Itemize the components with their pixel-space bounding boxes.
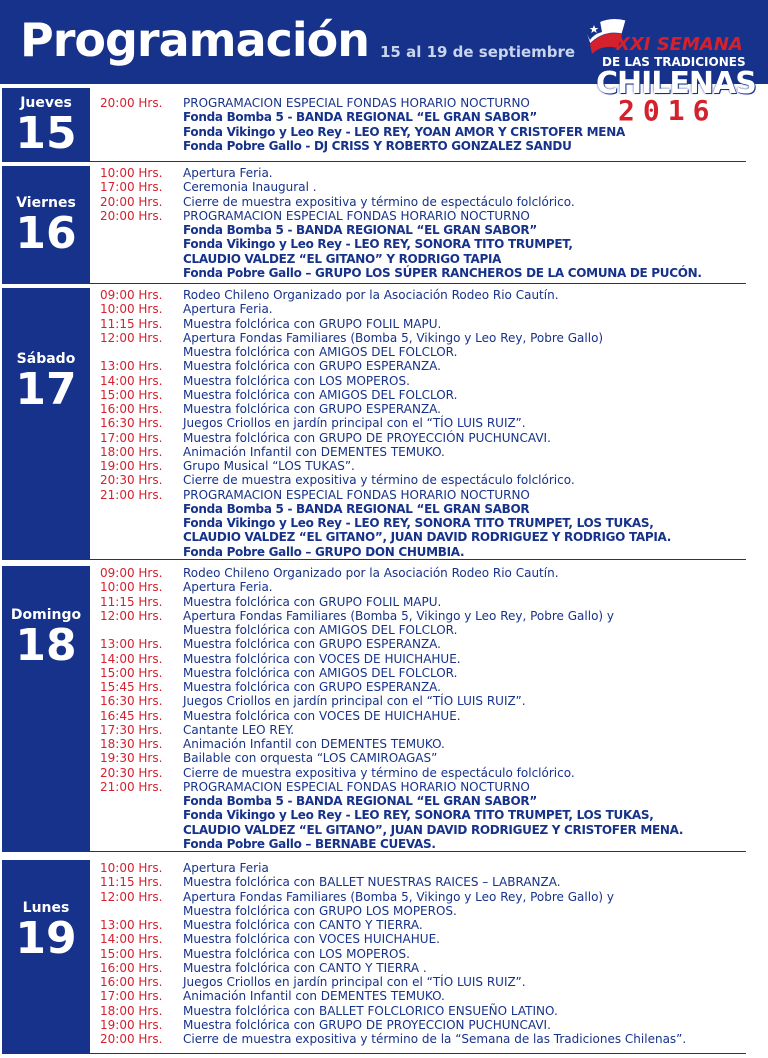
entry-description: Apertura Fondas Familiares (Bomba 5, Vikingo y Leo Rey, Pobre Gallo) y xyxy=(183,889,615,904)
schedule-entry xyxy=(100,223,760,237)
entry-description: Ceremonia Inaugural . xyxy=(183,180,317,195)
schedule-entry xyxy=(100,530,760,544)
day-block xyxy=(0,88,768,162)
entry-time: 09:00 Hrs. xyxy=(100,566,163,580)
schedule-entry xyxy=(100,947,760,961)
entry-description: Rodeo Chileno Organizado por la Asociación Rodeo Rio Cautín. xyxy=(183,288,559,302)
schedule-entry xyxy=(100,545,760,559)
schedule-entry xyxy=(100,166,760,180)
section-divider xyxy=(90,1053,746,1054)
entry-time: 11:15 Hrs. xyxy=(100,594,163,609)
entry-time: 20:00 Hrs. xyxy=(100,194,163,209)
entry-description: Muestra folclórica con AMIGOS DEL FOLCLOR. xyxy=(183,665,458,680)
entry-time: 10:00 Hrs. xyxy=(100,302,163,317)
fonda-lineup: CLAUDIO VALDEZ “EL GITANO”, JUAN DAVID RODRIGUEZ Y CRISTOFER MENA. xyxy=(183,822,684,837)
entry-description: Muestra folclórica con BALLET FOLCLORICO ENSUEÑO LATINO. xyxy=(183,1003,558,1018)
schedule-entry xyxy=(100,359,760,373)
day-label xyxy=(2,288,90,560)
schedule-entry xyxy=(100,932,760,946)
schedule-entry xyxy=(100,609,760,623)
entry-time: 21:00 Hrs. xyxy=(100,779,163,794)
entry-time: 20:30 Hrs. xyxy=(100,473,163,488)
schedule-entry xyxy=(100,808,760,822)
entry-time: 16:30 Hrs. xyxy=(100,694,163,709)
schedule-entry xyxy=(100,237,760,251)
entry-time: 19:30 Hrs. xyxy=(100,751,163,766)
entry-time: 20:00 Hrs. xyxy=(100,1032,163,1046)
logo-main-word: CHILENAS xyxy=(596,66,756,101)
schedule-entry xyxy=(100,766,760,780)
entry-time: 17:30 Hrs. xyxy=(100,722,163,737)
entry-description: Apertura Feria xyxy=(183,861,269,875)
entry-description: Muestra folclórica con VOCES HUICHAHUE. xyxy=(183,932,440,947)
entry-description: Muestra folclórica con GRUPO FOLIL MAPU. xyxy=(183,316,442,331)
schedule-entry xyxy=(100,580,760,594)
schedule-entry xyxy=(100,180,760,194)
day-number: 16 xyxy=(15,208,77,259)
entry-description: Muestra folclórica con GRUPO DE PROYECCIÓN PUCHUNCAVI. xyxy=(183,430,551,445)
entry-description: Animación Infantil con DEMENTES TEMUKO. xyxy=(183,737,445,751)
entry-time: 16:45 Hrs. xyxy=(100,708,163,723)
schedule-entry xyxy=(100,637,760,651)
day-number: 18 xyxy=(15,620,77,671)
entry-description: Muestra folclórica con GRUPO ESPERANZA. xyxy=(183,637,441,652)
day-block xyxy=(0,860,768,1054)
entry-description: Cierre de muestra expositiva y término de la “Semana de las Tradiciones Chilenas”. xyxy=(183,1032,687,1046)
entry-time: 16:00 Hrs. xyxy=(100,975,163,989)
entry-time: 15:45 Hrs. xyxy=(100,680,163,694)
entry-time: 16:30 Hrs. xyxy=(100,416,163,431)
schedule-entry xyxy=(100,666,760,680)
schedule-entry xyxy=(100,125,760,139)
schedule-entry xyxy=(100,252,760,266)
entry-description: Apertura Fondas Familiares (Bomba 5, Vikingo y Leo Rey, Pobre Gallo) y xyxy=(183,608,615,623)
entry-time: 16:00 Hrs. xyxy=(100,402,163,416)
entry-description: PROGRAMACION ESPECIAL FONDAS HORARIO NOCTURNO xyxy=(183,208,530,223)
entry-description: PROGRAMACION ESPECIAL FONDAS HORARIO NOCTURNO xyxy=(183,96,530,110)
entry-time: 14:00 Hrs. xyxy=(100,373,163,388)
fonda-lineup: Fonda Bomba 5 - BANDA REGIONAL “EL GRAN SABOR” xyxy=(183,223,537,237)
entry-time: 18:00 Hrs. xyxy=(100,1003,163,1018)
schedule-entry xyxy=(100,1032,760,1046)
schedule-entry xyxy=(100,502,760,516)
fonda-lineup: Fonda Vikingo y Leo Rey - LEO REY, YOAN AMOR Y CRISTOFER MENA xyxy=(183,124,625,139)
entry-description: Apertura Feria. xyxy=(183,302,273,317)
entry-description: Apertura Feria. xyxy=(183,580,273,595)
entry-description: Muestra folclórica con VOCES DE HUICHAHUE. xyxy=(183,651,461,666)
page-title: Programación xyxy=(20,13,370,67)
entry-description: Muestra folclórica con CANTO Y TIERRA. xyxy=(183,918,423,932)
day-number: 17 xyxy=(15,364,77,415)
schedule-entry xyxy=(100,345,760,359)
schedule-entry xyxy=(100,709,760,723)
entry-description: Muestra folclórica con LOS MOPEROS. xyxy=(183,946,410,961)
entry-description: Cierre de muestra expositiva y término de espectáculo folclórico. xyxy=(183,765,575,780)
entry-description: Muestra folclórica con GRUPO LOS MOPEROS. xyxy=(183,903,457,918)
entry-time: 18:30 Hrs. xyxy=(100,737,163,751)
day-name: Jueves xyxy=(20,95,72,111)
fonda-lineup: Fonda Vikingo y Leo Rey - LEO REY, SONORA TITO TRUMPET, xyxy=(183,237,573,252)
schedule-entry xyxy=(100,694,760,708)
day-block xyxy=(0,288,768,560)
section-divider xyxy=(90,851,746,852)
entry-time: 10:00 Hrs. xyxy=(100,861,163,875)
fonda-lineup: Fonda Pobre Gallo - DJ CRISS Y ROBERTO GONZALEZ SANDU xyxy=(183,138,572,153)
schedule-entry xyxy=(100,961,760,975)
entry-time: 20:00 Hrs. xyxy=(100,96,163,110)
fonda-lineup: Fonda Bomba 5 - BANDA REGIONAL “EL GRAN SABOR” xyxy=(183,794,537,808)
schedule-entry xyxy=(100,431,760,445)
entry-description: Cierre de muestra expositiva y término de espectáculo folclórico. xyxy=(183,473,575,488)
schedule-entry xyxy=(100,652,760,666)
entry-description: Muestra folclórica con VOCES DE HUICHAHUE. xyxy=(183,708,461,723)
day-name: Lunes xyxy=(22,900,70,916)
entry-time: 15:00 Hrs. xyxy=(100,946,163,961)
schedule-entry xyxy=(100,402,760,416)
schedule-entry xyxy=(100,110,760,124)
schedule-entry xyxy=(100,975,760,989)
section-divider xyxy=(90,559,746,560)
schedule-entry xyxy=(100,445,760,459)
entry-description: Animación Infantil con DEMENTES TEMUKO. xyxy=(183,989,445,1004)
section-divider xyxy=(90,283,746,284)
schedule-entry xyxy=(100,680,760,694)
entry-time: 21:00 Hrs. xyxy=(100,487,163,502)
entry-time: 10:00 Hrs. xyxy=(100,166,163,180)
entry-description: Juegos Criollos en jardín principal con el “TÍO LUIS RUIZ”. xyxy=(183,694,526,709)
schedule-entry xyxy=(100,209,760,223)
logo-year: 2016 xyxy=(618,94,718,127)
entry-description: Muestra folclórica con AMIGOS DEL FOLCLOR. xyxy=(183,387,458,402)
schedule-entry xyxy=(100,388,760,402)
fonda-lineup: Fonda Bomba 5 - BANDA REGIONAL “EL GRAN SABOR xyxy=(183,501,530,516)
entry-time: 09:00 Hrs. xyxy=(100,288,163,302)
fonda-lineup: Fonda Vikingo y Leo Rey - LEO REY, SONORA TITO TRUMPET, LOS TUKAS, xyxy=(183,808,654,823)
entry-description: PROGRAMACION ESPECIAL FONDAS HORARIO NOCTURNO xyxy=(183,487,530,502)
entry-description: Muestra folclórica con LOS MOPEROS. xyxy=(183,373,410,388)
entry-description: Muestra folclórica con GRUPO ESPERANZA. xyxy=(183,402,441,416)
schedule-entry xyxy=(100,1004,760,1018)
entry-time: 18:00 Hrs. xyxy=(100,444,163,459)
entry-time: 12:00 Hrs. xyxy=(100,889,163,904)
entry-description: Grupo Musical “LOS TUKAS”. xyxy=(183,459,355,473)
entry-description: Cantante LEO REY. xyxy=(183,722,295,737)
schedule-entry xyxy=(100,488,760,502)
schedule-entry xyxy=(100,139,760,153)
entry-description: Apertura Feria. xyxy=(183,166,273,180)
schedule-entry xyxy=(100,751,760,765)
entry-time: 16:00 Hrs. xyxy=(100,960,163,975)
entry-description: Rodeo Chileno Organizado por la Asociación Rodeo Rio Cautín. xyxy=(183,566,559,580)
schedule-entry xyxy=(100,890,760,904)
entry-time: 17:00 Hrs. xyxy=(100,180,163,195)
schedule-entry xyxy=(100,374,760,388)
entry-time: 14:00 Hrs. xyxy=(100,651,163,666)
fonda-lineup: Fonda Pobre Gallo – GRUPO DON CHUMBIA. xyxy=(183,544,465,559)
entry-description: Muestra folclórica con BALLET NUESTRAS RAICES – LABRANZA. xyxy=(183,875,561,890)
day-label xyxy=(2,166,90,284)
schedule-entry xyxy=(100,473,760,487)
schedule-entry xyxy=(100,416,760,430)
schedule-entry xyxy=(100,516,760,530)
schedule-entry xyxy=(100,794,760,808)
day-label xyxy=(2,88,90,162)
entry-time: 15:00 Hrs. xyxy=(100,387,163,402)
schedule-entry xyxy=(100,1018,760,1032)
fonda-lineup: Fonda Bomba 5 - BANDA REGIONAL “EL GRAN SABOR” xyxy=(183,110,537,125)
logo-subtitle: DE LAS TRADICIONES xyxy=(602,55,746,69)
schedule-entry xyxy=(100,837,760,851)
schedule-entry xyxy=(100,459,760,473)
entry-time: 11:15 Hrs. xyxy=(100,875,163,890)
schedule-entry xyxy=(100,989,760,1003)
entry-time: 10:00 Hrs. xyxy=(100,580,163,595)
schedule-entry xyxy=(100,266,760,280)
entry-description: Muestra folclórica con CANTO Y TIERRA . xyxy=(183,960,427,975)
entry-description: Bailable con orquesta “LOS CAMIROAGAS” xyxy=(183,751,438,766)
fonda-lineup: CLAUDIO VALDEZ “EL GITANO” Y RODRIGO TAPIA xyxy=(183,251,502,266)
entry-description: Muestra folclórica con AMIGOS DEL FOLCLOR. xyxy=(183,623,458,637)
schedule-entry xyxy=(100,96,760,110)
entry-description: Muestra folclórica con AMIGOS DEL FOLCLOR. xyxy=(183,345,458,359)
entry-time: 17:00 Hrs. xyxy=(100,989,163,1004)
schedule-entry xyxy=(100,904,760,918)
entry-time: 13:00 Hrs. xyxy=(100,918,163,932)
schedule-entry xyxy=(100,623,760,637)
entry-time: 19:00 Hrs. xyxy=(100,1017,163,1032)
day-name: Viernes xyxy=(16,195,76,211)
fonda-lineup: Fonda Pobre Gallo – BERNABE CUEVAS. xyxy=(183,836,436,851)
schedule-entry xyxy=(100,918,760,932)
day-block xyxy=(0,566,768,852)
entry-description: PROGRAMACION ESPECIAL FONDAS HORARIO NOCTURNO xyxy=(183,779,530,794)
schedule-entry xyxy=(100,566,760,580)
entry-time: 11:15 Hrs. xyxy=(100,316,163,331)
fonda-lineup: Fonda Pobre Gallo – GRUPO LOS SÚPER RANCHEROS DE LA COMUNA DE PUCÓN. xyxy=(183,265,702,280)
schedule-entry xyxy=(100,780,760,794)
entry-time: 19:00 Hrs. xyxy=(100,459,163,473)
schedule-entry xyxy=(100,288,760,302)
schedule-entry xyxy=(100,331,760,345)
schedule-entry xyxy=(100,823,760,837)
day-name: Domingo xyxy=(10,607,82,623)
entry-time: 20:00 Hrs. xyxy=(100,208,163,223)
schedule-entry xyxy=(100,723,760,737)
logo-edition: XXI SEMANA xyxy=(616,34,743,55)
day-label xyxy=(2,566,90,852)
entry-description: Animación Infantil con DEMENTES TEMUKO. xyxy=(183,444,445,459)
entry-description: Juegos Criollos en jardín principal con el “TÍO LUIS RUIZ”. xyxy=(183,975,526,989)
schedule-entry xyxy=(100,195,760,209)
entry-description: Muestra folclórica con GRUPO ESPERANZA. xyxy=(183,680,441,694)
day-block xyxy=(0,166,768,284)
entry-time: 12:00 Hrs. xyxy=(100,330,163,345)
schedule-entry xyxy=(100,737,760,751)
entry-time: 15:00 Hrs. xyxy=(100,665,163,680)
fonda-lineup: Fonda Vikingo y Leo Rey - LEO REY, SONORA TITO TRUMPET, LOS TUKAS, xyxy=(183,516,654,530)
schedule-entry xyxy=(100,595,760,609)
day-number: 19 xyxy=(15,913,77,964)
entry-time: 14:00 Hrs. xyxy=(100,932,163,947)
entry-time: 17:00 Hrs. xyxy=(100,430,163,445)
section-divider xyxy=(90,161,746,162)
schedule-entry xyxy=(100,317,760,331)
entry-description: Muestra folclórica con GRUPO FOLIL MAPU. xyxy=(183,594,442,609)
entry-description: Apertura Fondas Familiares (Bomba 5, Vikingo y Leo Rey, Pobre Gallo) xyxy=(183,330,604,345)
schedule-entry xyxy=(100,861,760,875)
schedule-entry xyxy=(100,875,760,889)
day-label xyxy=(2,860,90,1054)
entry-description: Juegos Criollos en jardín principal con el “TÍO LUIS RUIZ”. xyxy=(183,416,526,431)
entry-time: 20:30 Hrs. xyxy=(100,765,163,780)
entry-time: 13:00 Hrs. xyxy=(100,637,163,652)
schedule-entry xyxy=(100,302,760,316)
entry-description: Cierre de muestra expositiva y término de espectáculo folclórico. xyxy=(183,194,575,209)
entry-description: Muestra folclórica con GRUPO DE PROYECCION PUCHUNCAVI. xyxy=(183,1017,551,1032)
header-dates: 15 al 19 de septiembre xyxy=(380,43,576,61)
fonda-lineup: CLAUDIO VALDEZ “EL GITANO”, JUAN DAVID RODRIGUEZ Y RODRIGO TAPIA. xyxy=(183,530,672,545)
entry-time: 12:00 Hrs. xyxy=(100,608,163,623)
entry-description: Muestra folclórica con GRUPO ESPERANZA. xyxy=(183,359,441,374)
day-name: Sábado xyxy=(16,351,76,367)
day-number: 15 xyxy=(15,108,77,159)
entry-time: 13:00 Hrs. xyxy=(100,359,163,374)
